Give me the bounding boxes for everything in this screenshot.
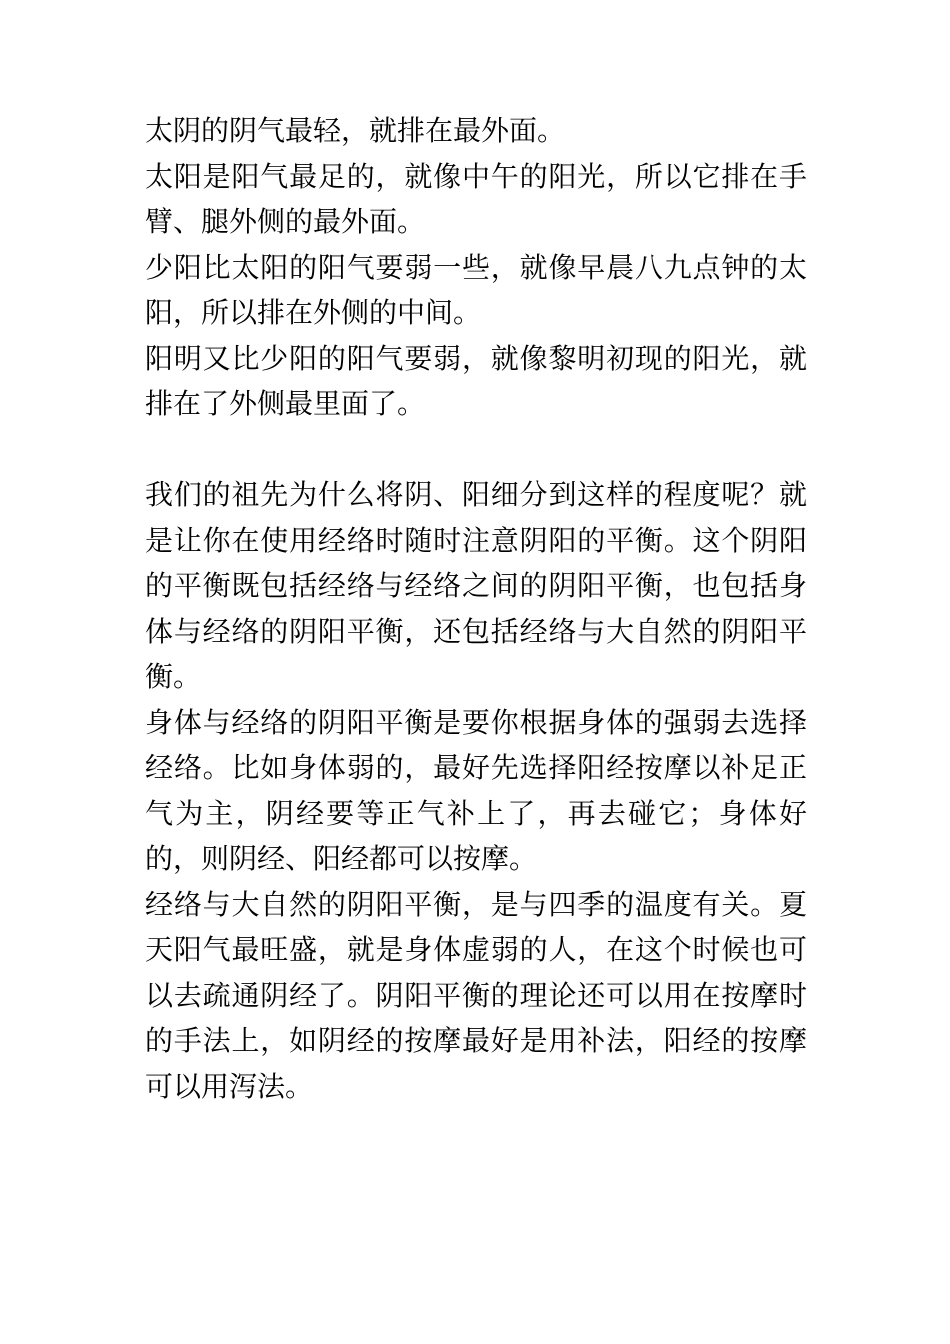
paragraph-taiyang: 太阳是阳气最足的，就像中午的阳光，所以它排在手臂、腿外侧的最外面。	[145, 159, 807, 238]
paragraph-shaoyang: 少阳比太阳的阳气要弱一些，就像早晨八九点钟的太阳，所以排在外侧的中间。	[145, 250, 807, 329]
paragraph-body-meridian-balance: 身体与经络的阴阳平衡是要你根据身体的强弱去选择经络。比如身体弱的，最好先选择阳经按摩以补足正气为主，阴经要等正气补上了，再去碰它；身体好的，则阴经、阳经都可以按摩。	[145, 705, 807, 875]
paragraph-yangming: 阳明又比少阳的阳气要弱，就像黎明初现的阳光，就排在了外侧最里面了。	[145, 341, 807, 420]
paragraph-spacer	[145, 427, 807, 473]
paragraph-nature-balance: 经络与大自然的阴阳平衡，是与四季的温度有关。夏天阳气最旺盛，就是身体虚弱的人，在这个时候也可以去疏通阴经了。阴阳平衡的理论还可以用在按摩时的手法上，如阴经的按摩最好是用补法，阳经的按摩可以用泻法。	[145, 887, 807, 1103]
paragraph-ancestors: 我们的祖先为什么将阴、阳细分到这样的程度呢？就是让你在使用经络时随时注意阴阳的平衡。这个阴阳的平衡既包括经络与经络之间的阴阳平衡，也包括身体与经络的阴阳平衡，还包括经络与大自然的阴阳平衡。	[145, 478, 807, 693]
paragraph-taiyin: 太阴的阴气最轻，就排在最外面。	[145, 114, 566, 147]
body-text	[145, 108, 807, 1109]
